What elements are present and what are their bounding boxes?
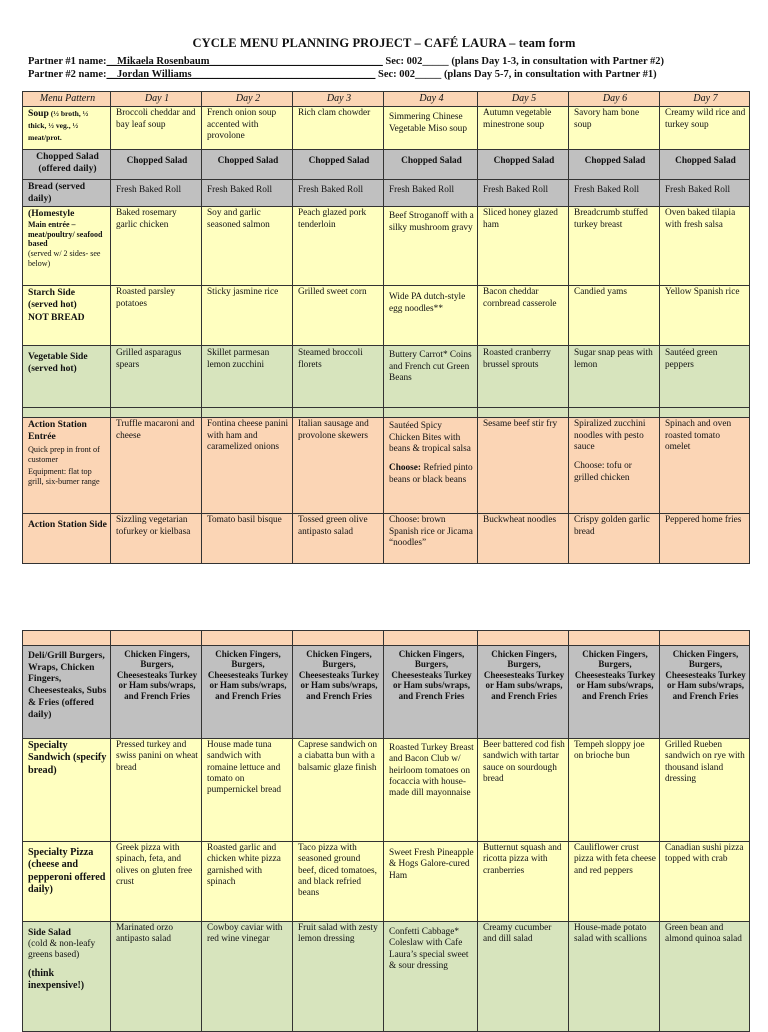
partner-2-section: Sec: 002_____ — [375, 69, 442, 80]
row-label-starch-side: Starch Side (served hot) NOT BREAD — [23, 286, 111, 346]
menu-cell: Autumn vegetable minestrone soup — [478, 107, 569, 150]
menu-cell: Skillet parmesan lemon zucchini — [202, 346, 293, 408]
partner-2-note: (plans Day 5-7, in consultation with Partner #1) — [441, 69, 657, 80]
menu-cell: Peppered home fries — [660, 514, 750, 564]
menu-cell: Grilled asparagus spears — [111, 346, 202, 408]
row-deli-grill — [23, 646, 750, 739]
menu-cell: Spinach and oven roasted tomato omelet — [660, 418, 750, 514]
column-header: Menu Pattern — [23, 92, 111, 107]
menu-cell: Greek pizza with spinach, feta, and olives on gluten free crust — [111, 842, 202, 922]
menu-cell: Green bean and almond quinoa salad — [660, 922, 750, 1032]
menu-cell: Beef Stroganoff with a silky mushroom gravy — [384, 207, 478, 286]
menu-cell: Oven baked tilapia with fresh salsa — [660, 207, 750, 286]
row-label-deli-grill: Deli/Grill Burgers, Wraps, Chicken Fingers, Cheesesteaks, Subs & Fries (offered daily) — [23, 646, 111, 739]
menu-cell: Beer battered cod fish sandwich with tartar sauce on sourdough bread — [478, 739, 569, 842]
menu-cell: Wide PA dutch-style egg noodles** — [384, 286, 478, 346]
row-label-action-side: Action Station Side — [23, 514, 111, 564]
menu-cell: Fresh Baked Roll — [569, 180, 660, 207]
row-chopped-salad — [23, 150, 750, 180]
menu-cell: Roasted garlic and chicken white pizza garnished with spinach — [202, 842, 293, 922]
row-soup — [23, 107, 750, 150]
menu-cell: Truffle macaroni and cheese — [111, 418, 202, 514]
menu-cell: Breadcrumb stuffed turkey breast — [569, 207, 660, 286]
menu-cell: Chicken Fingers, Burgers, Cheesesteaks Turkey or Ham subs/wraps, and French Fries — [478, 646, 569, 739]
menu-cell: Chopped Salad — [111, 150, 202, 180]
menu-cell: Sugar snap peas with lemon — [569, 346, 660, 408]
menu-cell: Chopped Salad — [384, 150, 478, 180]
column-header: Day 4 — [384, 92, 478, 107]
menu-cell: Pressed turkey and swiss panini on wheat bread — [111, 739, 202, 842]
column-header: Day 6 — [569, 92, 660, 107]
menu-cell: Taco pizza with seasoned ground beef, diced tomatoes, and black refried beans — [293, 842, 384, 922]
menu-cell: Savory ham bone soup — [569, 107, 660, 150]
menu-cell: Sautéed Spicy Chicken Bites with beans & tropical salsa Choose: Refried pinto beans or black beans — [384, 418, 478, 514]
menu-cell: Chicken Fingers, Burgers, Cheesesteaks Turkey or Ham subs/wraps, and French Fries — [569, 646, 660, 739]
menu-cell: Buttery Carrot* Coins and French cut Green Beans — [384, 346, 478, 408]
menu-cell: Roasted Turkey Breast and Bacon Club w/ heirloom tomatoes on focaccia with house-made dill mayonnaise — [384, 739, 478, 842]
menu-cell: Butternut squash and ricotta pizza with cranberries — [478, 842, 569, 922]
partner-1-section: Sec: 002_____ — [382, 56, 449, 67]
row-label-vegetable-side: Vegetable Side (served hot) — [23, 346, 111, 408]
menu-cell: Marinated orzo antipasto salad — [111, 922, 202, 1032]
partner-1-label: Partner #1 name: — [28, 56, 107, 67]
menu-cell: Fruit salad with zesty lemon dressing — [293, 922, 384, 1032]
menu-cell: Italian sausage and provolone skewers — [293, 418, 384, 514]
row-action-entree — [23, 418, 750, 514]
menu-cell: Chicken Fingers, Burgers, Cheesesteaks Turkey or Ham subs/wraps, and French Fries — [111, 646, 202, 739]
column-header: Day 5 — [478, 92, 569, 107]
menu-cell: Fresh Baked Roll — [293, 180, 384, 207]
menu-cell: Cauliflower crust pizza with feta cheese and red peppers — [569, 842, 660, 922]
menu-cell: Confetti Cabbage* Coleslaw with Cafe Laura’s special sweet & sour dressing — [384, 922, 478, 1032]
menu-cell: Tossed green olive antipasto salad — [293, 514, 384, 564]
menu-cell: Roasted parsley potatoes — [111, 286, 202, 346]
row-spacer — [23, 408, 750, 418]
menu-cell: Chicken Fingers, Burgers, Cheesesteaks Turkey or Ham subs/wraps, and French Fries — [202, 646, 293, 739]
menu-cell: Spiralized zucchini noodles with pesto sauce Choose: tofu or grilled chicken — [569, 418, 660, 514]
menu-cell: Fresh Baked Roll — [478, 180, 569, 207]
row-label-side-salad: Side Salad (cold & non-leafy greens based) (think inexpensive!) — [23, 922, 111, 1032]
menu-cell: Grilled Rueben sandwich on rye with thousand island dressing — [660, 739, 750, 842]
menu-cell: Chopped Salad — [569, 150, 660, 180]
column-header: Day 2 — [202, 92, 293, 107]
menu-table-1 — [22, 91, 750, 564]
menu-cell: Fresh Baked Roll — [384, 180, 478, 207]
row-label-homestyle: (Homestyle Main entrée – meat/poultry/ seafood based (served w/ 2 sides- see below) — [23, 207, 111, 286]
document-title: CYCLE MENU PLANNING PROJECT – CAFÉ LAURA – team form — [192, 36, 576, 50]
row-label-bread: Bread (served daily) — [23, 180, 111, 207]
menu-cell: Sliced honey glazed ham — [478, 207, 569, 286]
menu-cell: Steamed broccoli florets — [293, 346, 384, 408]
menu-cell: Peach glazed pork tenderloin — [293, 207, 384, 286]
menu-cell: Grilled sweet corn — [293, 286, 384, 346]
row-label-action-entree: Action Station Entrée Quick prep in front of customer Equipment: flat top grill, six-burner range — [23, 418, 111, 514]
menu-cell: Chopped Salad — [660, 150, 750, 180]
menu-cell: Chopped Salad — [478, 150, 569, 180]
menu-cell: Rich clam chowder — [293, 107, 384, 150]
menu-cell: Buckwheat noodles — [478, 514, 569, 564]
row-homestyle — [23, 207, 750, 286]
row-specialty-pizza — [23, 842, 750, 922]
partner-2-name: __Jordan Williams___________________________________ — [106, 69, 376, 80]
partner-1-line — [28, 56, 664, 67]
menu-cell: Sweet Fresh Pineapple & Hogs Galore-cured Ham — [384, 842, 478, 922]
row-blank-header — [23, 631, 750, 646]
menu-cell: Fontina cheese panini with ham and caramelized onions — [202, 418, 293, 514]
menu-cell: Chopped Salad — [202, 150, 293, 180]
partner-1-name: __Mikaela Rosenbaum_________________________________ — [106, 56, 383, 67]
column-header: Day 1 — [111, 92, 202, 107]
partner-1-note: (plans Day 1-3, in consultation with Partner #2) — [448, 56, 665, 67]
row-vegetable-side — [23, 346, 750, 408]
column-header: Day 7 — [660, 92, 750, 107]
column-header-row — [23, 92, 750, 107]
menu-cell: Chicken Fingers, Burgers, Cheesesteaks Turkey or Ham subs/wraps, and French Fries — [660, 646, 750, 739]
menu-cell: Tomato basil bisque — [202, 514, 293, 564]
menu-cell: Sticky jasmine rice — [202, 286, 293, 346]
menu-cell: Tempeh sloppy joe on brioche bun — [569, 739, 660, 842]
menu-cell: Creamy cucumber and dill salad — [478, 922, 569, 1032]
row-bread — [23, 180, 750, 207]
row-label-soup: Soup (½ broth, ½ thick, ½ veg., ½ meat/prot. — [23, 107, 111, 150]
menu-cell: Sautéed green peppers — [660, 346, 750, 408]
menu-cell: Canadian sushi pizza topped with crab — [660, 842, 750, 922]
menu-cell: Choose: brown Spanish rice or Jicama “noodles” — [384, 514, 478, 564]
menu-cell: Caprese sandwich on a ciabatta bun with a balsamic glaze finish — [293, 739, 384, 842]
column-header: Day 3 — [293, 92, 384, 107]
menu-table-2 — [22, 630, 750, 1032]
menu-cell: Fresh Baked Roll — [660, 180, 750, 207]
menu-cell: Crispy golden garlic bread — [569, 514, 660, 564]
row-specialty-sandwich — [23, 739, 750, 842]
menu-cell: Chopped Salad — [293, 150, 384, 180]
row-side-salad — [23, 922, 750, 1032]
menu-cell: French onion soup accented with provolone — [202, 107, 293, 150]
menu-cell: House-made potato salad with scallions — [569, 922, 660, 1032]
menu-cell: Chicken Fingers, Burgers, Cheesesteaks Turkey or Ham subs/wraps, and French Fries — [293, 646, 384, 739]
menu-cell: Fresh Baked Roll — [202, 180, 293, 207]
menu-cell: House made tuna sandwich with romaine lettuce and tomato on pumpernickel bread — [202, 739, 293, 842]
menu-cell: Creamy wild rice and turkey soup — [660, 107, 750, 150]
menu-cell: Candied yams — [569, 286, 660, 346]
menu-cell: Baked rosemary garlic chicken — [111, 207, 202, 286]
partner-2-line — [28, 69, 657, 80]
menu-cell: Fresh Baked Roll — [111, 180, 202, 207]
menu-cell: Sesame beef stir fry — [478, 418, 569, 514]
partner-2-label: Partner #2 name: — [28, 69, 107, 80]
row-starch-side — [23, 286, 750, 346]
row-label-specialty-sandwich: Specialty Sandwich (specify bread) — [23, 739, 111, 842]
row-action-side — [23, 514, 750, 564]
row-label-specialty-pizza: Specialty Pizza (cheese and pepperoni offered daily) — [23, 842, 111, 922]
menu-cell: Broccoli cheddar and bay leaf soup — [111, 107, 202, 150]
menu-cell: Yellow Spanish rice — [660, 286, 750, 346]
menu-cell: Soy and garlic seasoned salmon — [202, 207, 293, 286]
menu-cell: Simmering Chinese Vegetable Miso soup — [384, 107, 478, 150]
menu-cell: Sizzling vegetarian tofurkey or kielbasa — [111, 514, 202, 564]
menu-cell: Roasted cranberry brussel sprouts — [478, 346, 569, 408]
menu-cell: Bacon cheddar cornbread casserole — [478, 286, 569, 346]
row-label-chopped-salad: Chopped Salad (offered daily) — [23, 150, 111, 180]
menu-cell: Chicken Fingers, Burgers, Cheesesteaks Turkey or Ham subs/wraps, and French Fries — [384, 646, 478, 739]
menu-cell: Cowboy caviar with red wine vinegar — [202, 922, 293, 1032]
